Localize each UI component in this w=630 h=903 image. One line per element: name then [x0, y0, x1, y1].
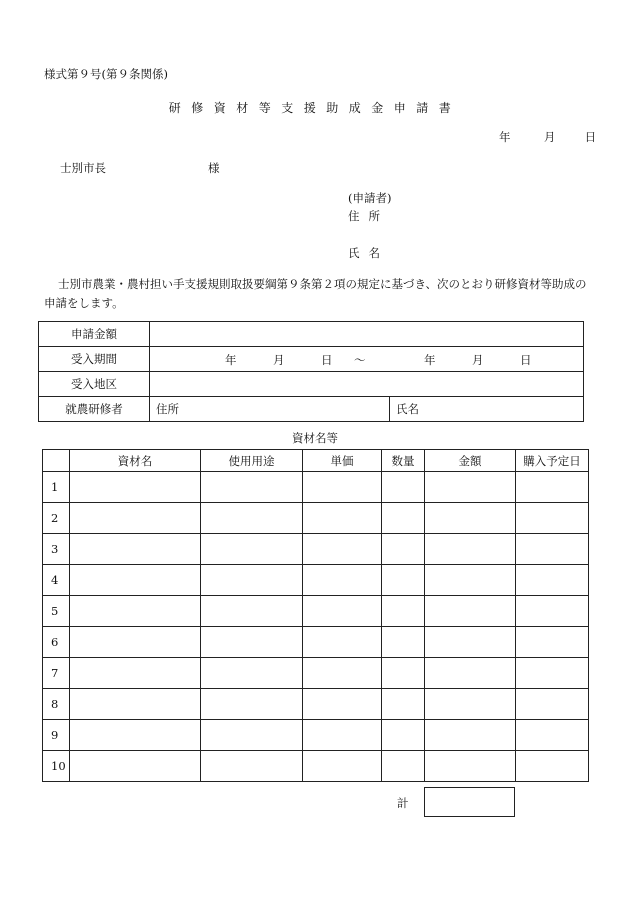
material-name-cell[interactable] — [70, 596, 201, 627]
purchase-date-cell[interactable] — [516, 596, 589, 627]
trainee-name-label: 氏名 — [396, 402, 419, 416]
applicant-label: (申請者) — [348, 191, 392, 205]
row-number: 4 — [43, 565, 70, 596]
quantity-cell[interactable] — [382, 751, 425, 782]
purchase-date-cell[interactable] — [516, 534, 589, 565]
table-row — [43, 627, 589, 658]
material-name-cell[interactable] — [70, 627, 201, 658]
header-purchase-date: 購入予定日 — [516, 450, 589, 472]
table-row — [43, 565, 589, 596]
purchase-date-cell[interactable] — [516, 472, 589, 503]
table-row — [43, 596, 589, 627]
form-id: 様式第９号(第９条関係) — [44, 67, 168, 81]
row-number: 3 — [43, 534, 70, 565]
quantity-cell[interactable] — [382, 503, 425, 534]
header-quantity: 数量 — [382, 450, 425, 472]
amount-cell[interactable] — [425, 565, 516, 596]
trainee-name-field[interactable] — [390, 397, 584, 422]
quantity-cell[interactable] — [382, 658, 425, 689]
row-number: 2 — [43, 503, 70, 534]
period-row — [39, 347, 584, 372]
trainee-row — [39, 397, 584, 422]
unit-price-cell[interactable] — [303, 627, 382, 658]
amount-cell[interactable] — [425, 751, 516, 782]
period-month-2: 月 — [472, 353, 484, 367]
amount-cell[interactable] — [425, 503, 516, 534]
unit-price-cell[interactable] — [303, 658, 382, 689]
body-text: 士別市農業・農村担い手支援規則取扱要綱第９条第２項の規定に基づき、次のとおり研修資材等助成の申請をします。 — [44, 277, 587, 310]
table-row — [43, 503, 589, 534]
quantity-cell[interactable] — [382, 689, 425, 720]
table-row — [43, 658, 589, 689]
purchase-date-cell[interactable] — [516, 658, 589, 689]
header-usage: 使用用途 — [201, 450, 303, 472]
amount-cell[interactable] — [425, 658, 516, 689]
header-unit-price: 単価 — [303, 450, 382, 472]
quantity-cell[interactable] — [382, 534, 425, 565]
amount-row — [39, 322, 584, 347]
usage-cell[interactable] — [201, 596, 303, 627]
purchase-date-cell[interactable] — [516, 720, 589, 751]
material-name-cell[interactable] — [70, 751, 201, 782]
row-number: 9 — [43, 720, 70, 751]
applicant-address-label: 住所 — [348, 209, 389, 223]
unit-price-cell[interactable] — [303, 596, 382, 627]
purchase-date-cell[interactable] — [516, 503, 589, 534]
area-field[interactable] — [150, 372, 584, 397]
date-month: 月 — [543, 130, 556, 144]
amount-label: 申請金額 — [39, 322, 150, 347]
materials-caption: 資材名等 — [292, 431, 338, 445]
header-amount: 金額 — [425, 450, 516, 472]
period-year-1: 年 — [225, 353, 237, 367]
quantity-cell[interactable] — [382, 565, 425, 596]
purchase-date-cell[interactable] — [516, 627, 589, 658]
trainee-address-field[interactable] — [150, 397, 390, 422]
period-month-1: 月 — [273, 353, 285, 367]
period-day-2: 日 — [520, 353, 532, 367]
row-number: 6 — [43, 627, 70, 658]
unit-price-cell[interactable] — [303, 751, 382, 782]
area-label: 受入地区 — [39, 372, 150, 397]
usage-cell[interactable] — [201, 720, 303, 751]
usage-cell[interactable] — [201, 689, 303, 720]
total-label: 計 — [397, 796, 409, 810]
usage-cell[interactable] — [201, 565, 303, 596]
unit-price-cell[interactable] — [303, 720, 382, 751]
usage-cell[interactable] — [201, 751, 303, 782]
header-material-name: 資材名 — [70, 450, 201, 472]
period-field[interactable] — [150, 347, 584, 372]
row-number: 8 — [43, 689, 70, 720]
application-info-table — [38, 321, 584, 422]
period-year-2: 年 — [424, 353, 436, 367]
usage-cell[interactable] — [201, 658, 303, 689]
table-row — [43, 534, 589, 565]
row-number: 7 — [43, 658, 70, 689]
table-row — [43, 720, 589, 751]
row-number: 1 — [43, 472, 70, 503]
purchase-date-cell[interactable] — [516, 565, 589, 596]
unit-price-cell[interactable] — [303, 689, 382, 720]
honorific: 様 — [208, 161, 220, 175]
table-row — [43, 751, 589, 782]
purchase-date-cell[interactable] — [516, 689, 589, 720]
material-name-cell[interactable] — [70, 534, 201, 565]
trainee-address-label: 住所 — [156, 402, 179, 416]
material-name-cell[interactable] — [70, 720, 201, 751]
total-amount-field[interactable] — [424, 787, 515, 817]
quantity-cell[interactable] — [382, 472, 425, 503]
date-day: 日 — [584, 130, 597, 144]
quantity-cell[interactable] — [382, 720, 425, 751]
addressee: 士別市長 — [60, 161, 106, 175]
unit-price-cell[interactable] — [303, 565, 382, 596]
amount-cell[interactable] — [425, 534, 516, 565]
usage-cell[interactable] — [201, 534, 303, 565]
document-title: 研修資材等支援助成金申請書 — [168, 101, 462, 115]
amount-cell[interactable] — [425, 596, 516, 627]
material-name-cell[interactable] — [70, 472, 201, 503]
applicant-name-label: 氏名 — [348, 246, 389, 260]
row-number: 5 — [43, 596, 70, 627]
usage-cell[interactable] — [201, 503, 303, 534]
material-name-cell[interactable] — [70, 565, 201, 596]
amount-cell[interactable] — [425, 472, 516, 503]
table-row — [43, 472, 589, 503]
purchase-date-cell[interactable] — [516, 751, 589, 782]
material-name-cell[interactable] — [70, 503, 201, 534]
amount-cell[interactable] — [425, 689, 516, 720]
date-year: 年 — [499, 130, 511, 144]
table-row — [43, 689, 589, 720]
period-label: 受入期間 — [39, 347, 150, 372]
row-number: 10 — [43, 751, 70, 782]
material-name-cell[interactable] — [70, 689, 201, 720]
quantity-cell[interactable] — [382, 596, 425, 627]
date-line — [499, 129, 596, 145]
amount-cell[interactable] — [425, 720, 516, 751]
materials-table — [42, 449, 589, 782]
period-separator: ～ — [354, 353, 366, 367]
area-row — [39, 372, 584, 397]
period-day-1: 日 — [321, 353, 333, 367]
header-number — [43, 450, 70, 472]
amount-cell[interactable] — [425, 627, 516, 658]
usage-cell[interactable] — [201, 627, 303, 658]
materials-header-row — [43, 450, 589, 472]
trainee-label: 就農研修者 — [39, 397, 150, 422]
amount-field[interactable] — [150, 322, 584, 347]
quantity-cell[interactable] — [382, 627, 425, 658]
unit-price-cell[interactable] — [303, 534, 382, 565]
usage-cell[interactable] — [201, 472, 303, 503]
unit-price-cell[interactable] — [303, 472, 382, 503]
unit-price-cell[interactable] — [303, 503, 382, 534]
material-name-cell[interactable] — [70, 658, 201, 689]
